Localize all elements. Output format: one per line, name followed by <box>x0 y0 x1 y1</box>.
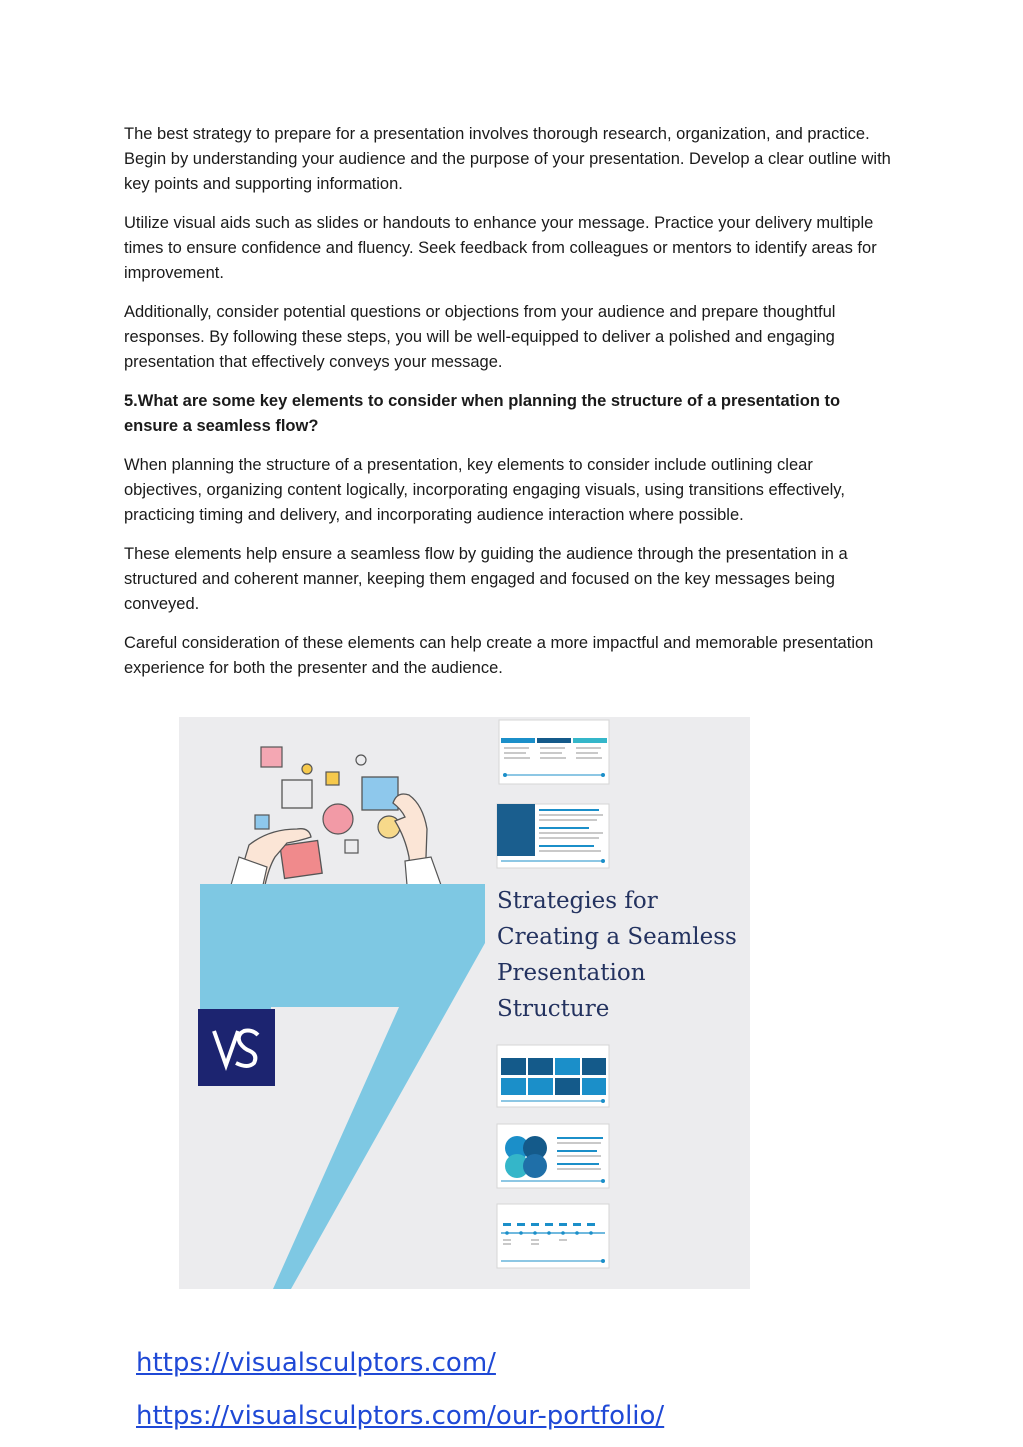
thumbnail-5 <box>497 1204 609 1268</box>
shape-circle-pink <box>323 804 353 834</box>
figure-title-line-1: Strategies for <box>497 888 658 914</box>
shape-square-yellow <box>326 772 339 785</box>
thumbnail-4 <box>497 1124 609 1188</box>
vs-logo <box>198 1009 275 1086</box>
website-link[interactable]: https://visualsculptors.com/ <box>136 1348 496 1378</box>
shape-square-pink <box>261 747 282 767</box>
shape-square-blue-small <box>255 815 269 829</box>
shape-square-blue <box>362 777 398 810</box>
links-section <box>136 1348 664 1431</box>
figure-title-line-4: Structure <box>497 996 610 1022</box>
thumbnail-3 <box>497 1045 609 1107</box>
sleeve-right <box>405 857 441 885</box>
promo-illustration <box>179 717 750 1289</box>
paragraph-6: Careful consideration of these elements can help create a more impactful and memorable presentation experience for both the presenter and the audience. <box>124 634 874 677</box>
paragraph-5: These elements help ensure a seamless flow by guiding the audience through the presentation in a structured and coherent manner, keeping them engaged and focused on the key messages being conveyed. <box>124 545 848 613</box>
shape-circle-small <box>356 755 366 765</box>
shape-card-red <box>280 841 322 879</box>
question-heading: 5.What are some key elements to consider when planning the structure of a presentation to ensure a seamless flow? <box>124 392 841 435</box>
figure-title <box>497 883 747 1027</box>
portfolio-link[interactable]: https://visualsculptors.com/our-portfolio/ <box>136 1401 665 1431</box>
figure-title-line-3: Presentation <box>497 960 646 986</box>
thumbnail-1 <box>499 720 609 784</box>
paragraph-1: The best strategy to prepare for a presentation involves thorough research, organization, and practice. Begin by understanding your audience and the purpose of your presentation. Develop a clear outline with key points and supporting information. <box>124 125 891 193</box>
paragraph-3: Additionally, consider potential questions or objections from your audience and prepare thoughtful responses. By following these steps, you will be well-equipped to deliver a polished and engaging presentation that effectively conveys your message. <box>124 303 836 371</box>
thumbnail-2 <box>497 804 609 868</box>
numeral-seven-shape <box>200 884 485 1289</box>
shape-square-outline-small <box>345 840 358 853</box>
figure-title-line-2: Creating a Seamless <box>497 924 737 950</box>
shape-dot-yellow <box>302 764 312 774</box>
article-body <box>124 122 894 695</box>
paragraph-4: When planning the structure of a presentation, key elements to consider include outlining clear objectives, organizing content logically, incorporating engaging visuals, using transitions effectively, practicing timing and delivery, and incorporating audience interaction where possible. <box>124 456 845 524</box>
shape-circle-yellow <box>378 816 400 838</box>
paragraph-2: Utilize visual aids such as slides or handouts to enhance your message. Practice your delivery multiple times to ensure confidence and fluency. Seek feedback from colleagues or mentors to identify areas for improvement. <box>124 214 877 282</box>
shape-square-outline <box>282 780 312 808</box>
vs-logo-mark <box>198 1009 275 1086</box>
